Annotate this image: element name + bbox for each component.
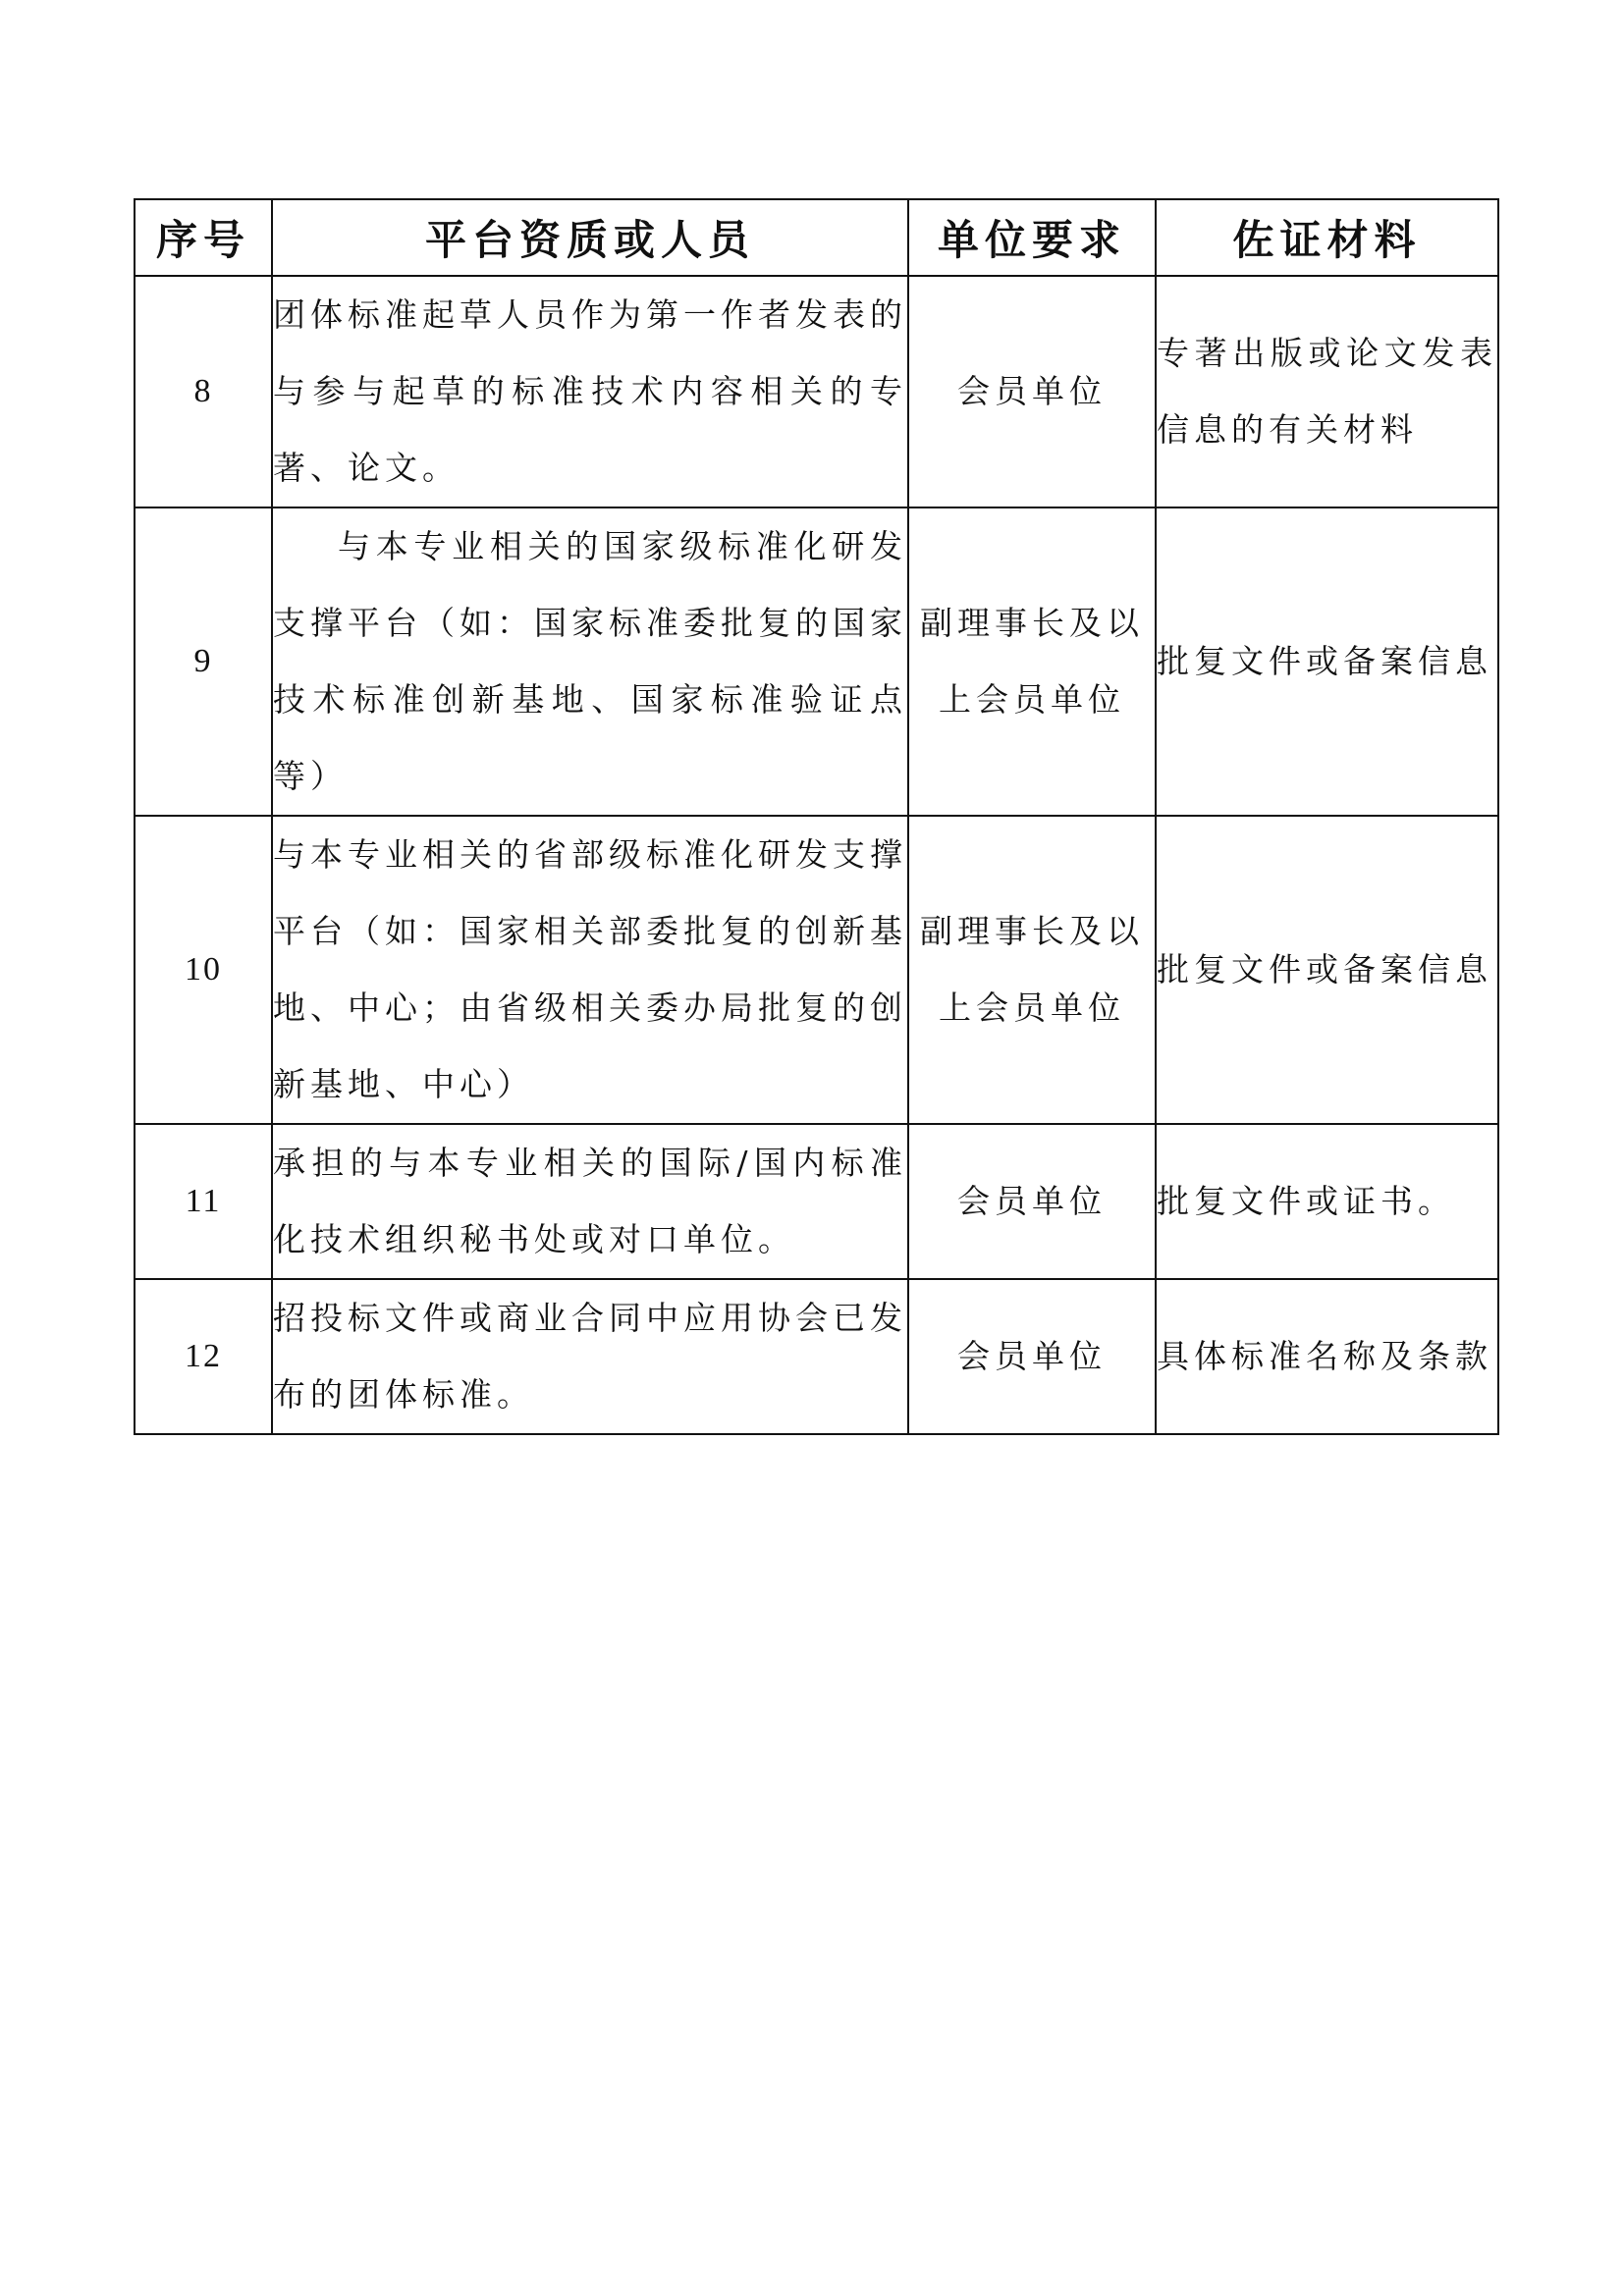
row-seq: 10 <box>135 816 272 1124</box>
requirements-table <box>134 198 1499 1435</box>
row-proof <box>1156 816 1498 1124</box>
row-item-text: 与本专业相关的国家级标准化研发支撑平台（如：国家标准委批复的国家技术标准创新基地、国家标准验证点等） <box>273 527 907 795</box>
row-item <box>272 1279 908 1434</box>
row-proof-text: 批复文件或证书。 <box>1157 1182 1455 1220</box>
row-seq: 11 <box>135 1124 272 1279</box>
header-item: 平台资质或人员 <box>272 199 908 276</box>
header-unit: 单位要求 <box>908 199 1156 276</box>
row-proof-text: 批复文件或备案信息 <box>1157 950 1492 988</box>
row-item <box>272 276 908 507</box>
row-item <box>272 507 908 816</box>
row-seq: 12 <box>135 1279 272 1434</box>
table-row <box>135 816 1498 1124</box>
row-unit: 副理事长及以上会员单位 <box>908 816 1156 1124</box>
row-seq: 8 <box>135 276 272 507</box>
row-proof-text: 具体标准名称及条款 <box>1157 1337 1492 1375</box>
row-unit: 副理事长及以上会员单位 <box>908 507 1156 816</box>
table-row <box>135 276 1498 507</box>
row-item-text: 团体标准起草人员作为第一作者发表的与参与起草的标准技术内容相关的专著、论文。 <box>273 295 907 487</box>
table-header-row <box>135 199 1498 276</box>
row-item <box>272 816 908 1124</box>
table-row <box>135 507 1498 816</box>
row-item <box>272 1124 908 1279</box>
row-proof <box>1156 276 1498 507</box>
row-unit: 会员单位 <box>908 1124 1156 1279</box>
row-seq: 9 <box>135 507 272 816</box>
row-proof <box>1156 507 1498 816</box>
row-unit: 会员单位 <box>908 1279 1156 1434</box>
row-item-text: 承担的与本专业相关的国际/国内标准化技术组织秘书处或对口单位。 <box>273 1144 907 1258</box>
row-item-text: 招投标文件或商业合同中应用协会已发布的团体标准。 <box>273 1299 907 1414</box>
table-row <box>135 1124 1498 1279</box>
row-proof-text: 专著出版或论文发表信息的有关材料 <box>1157 334 1497 449</box>
header-proof: 佐证材料 <box>1156 199 1498 276</box>
row-unit: 会员单位 <box>908 276 1156 507</box>
row-proof <box>1156 1124 1498 1279</box>
header-seq: 序号 <box>135 199 272 276</box>
row-proof-text: 批复文件或备案信息 <box>1157 642 1492 680</box>
row-item-text: 与本专业相关的省部级标准化研发支撑平台（如：国家相关部委批复的创新基地、中心；由省级相关委办局批复的创新基地、中心） <box>273 835 907 1103</box>
table-row <box>135 1279 1498 1434</box>
row-proof <box>1156 1279 1498 1434</box>
